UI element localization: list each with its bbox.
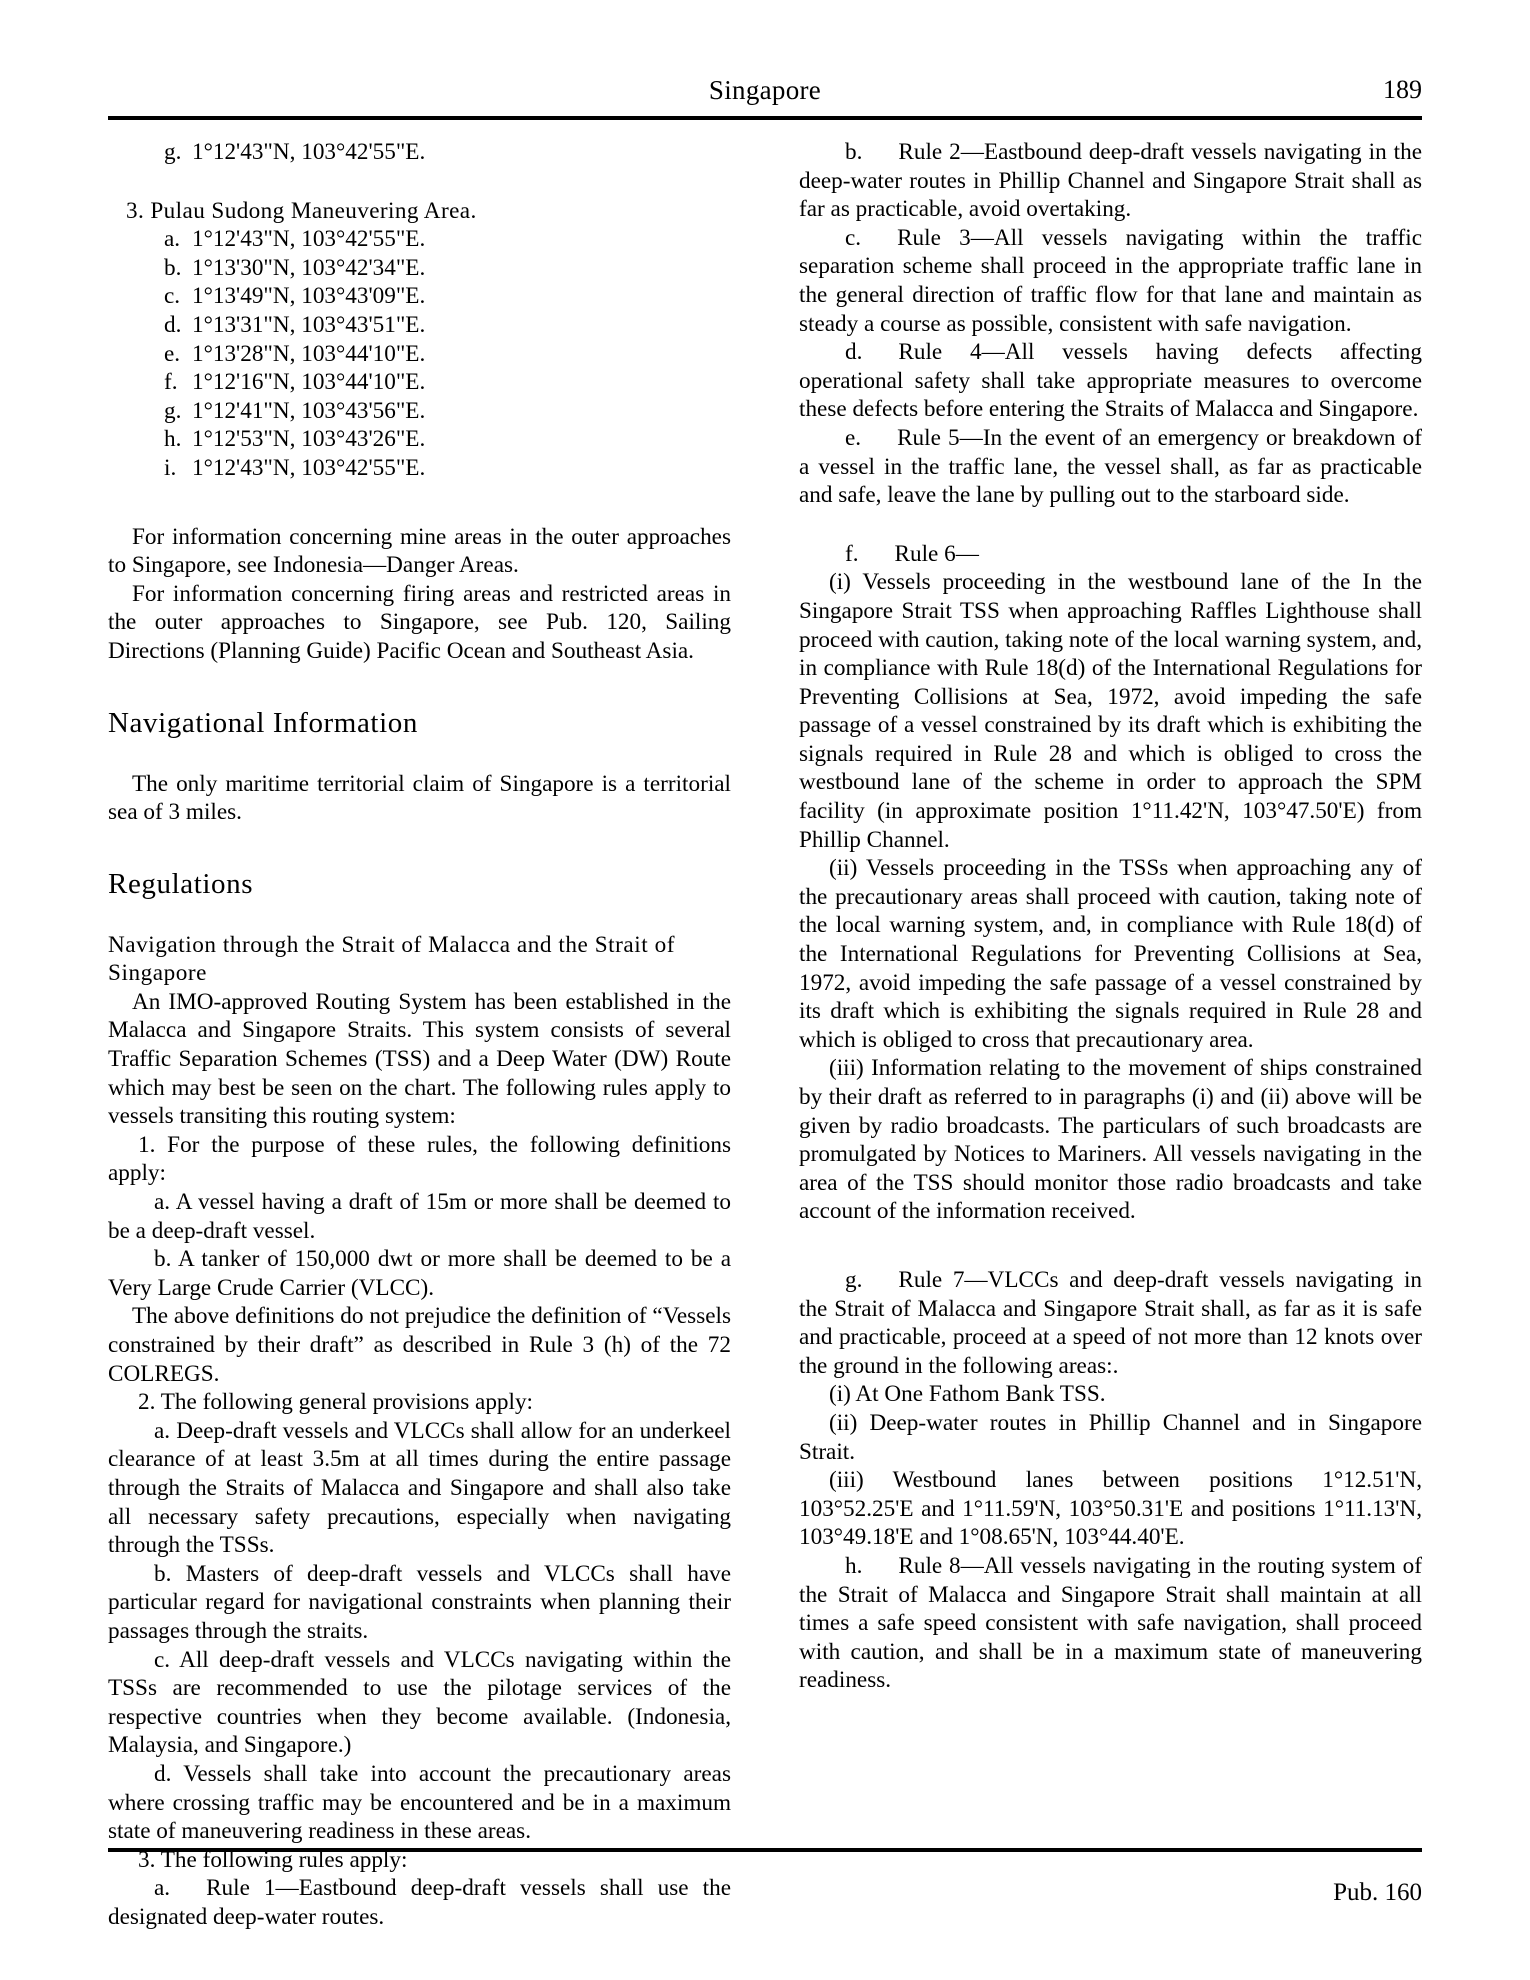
coord-line	[108, 225, 731, 254]
left-column	[108, 138, 731, 1931]
spacer	[108, 827, 731, 867]
rule-8-text: Rule 8—All vessels navigating in the routing system of the Strait of Malacca and Singapore Strait shall maintain at all times a safe speed consistent with safe navigation, shall proceed with caution, and shall be in a maximum state of maneuvering readiness.	[799, 1552, 1422, 1694]
coord-line	[108, 340, 731, 369]
publication-label: Pub. 160	[1333, 1879, 1422, 1906]
rule-3-intro: 3. The following rules apply:	[138, 1846, 408, 1873]
rule-6-item-iii: (iii) Information relating to the movement of ships constrained by their draft as referred to in paragraphs (i) and (ii) above will be given by radio broadcasts. The particulars of such broadcasts are promulgated by Notices to Mariners. All vessels navigating in the area of the TSS should monitor those radio broadcasts and take account of the information received.	[799, 1055, 1422, 1225]
coord-value: 1°13'30"N, 103°42'34"E.	[192, 254, 426, 281]
body-columns	[108, 138, 1422, 1931]
coord-value: 1°12'43"N, 103°42'55"E.	[192, 454, 426, 481]
rule-6-item-ii: (ii) Vessels proceeding in the TSSs when approaching any of the precautionary areas shall proceed with caution, taking note of the local warning system, and, in compliance with Rule 18(d) of the International Regulations for Preventing Collisions at Sea, 1972, avoid impeding the safe passage of a vessel constrained by its draft which is exhibiting the signals required in Rule 28 and which is obliged to cross that precautionary area.	[799, 855, 1422, 1053]
coord-label: e.	[164, 340, 181, 367]
rule-2-intro: 2. The following general provisions apply:	[138, 1389, 533, 1416]
rule-7-item-ii: (ii) Deep-water routes in Phillip Channel and in Singapore Strait.	[799, 1409, 1422, 1465]
provision-d: d. Vessels shall take into account the precautionary areas where crossing traffic may be encountered and be in a maximum state of maneuvering readiness in these areas.	[108, 1760, 731, 1845]
coord-line	[108, 311, 731, 340]
spacer	[108, 901, 731, 931]
rule-5-text: Rule 5—In the event of an emergency or breakdown of a vessel in the traffic lane, the vessel shall, as far as practicable and safe, leave the lane by pulling out to the starboard side.	[799, 424, 1422, 509]
rule-3-paragraph	[799, 224, 1422, 338]
rule-7-label: g.	[845, 1266, 863, 1293]
running-head	[108, 74, 1422, 108]
mine-areas-paragraph: For information concerning mine areas in the outer approaches to Singapore, see Indonesia—Danger Areas.	[108, 523, 731, 579]
coord-line	[108, 397, 731, 426]
coord-line	[108, 282, 731, 311]
coord-label: i.	[164, 454, 177, 481]
provision-b: b. Masters of deep-draft vessels and VLCCs shall have particular regard for navigational constraints when planning their passages through the straits.	[108, 1560, 731, 1644]
rule-7-item-i: (i) At One Fathom Bank TSS.	[829, 1381, 1106, 1408]
rule-3-text: Rule 3—All vessels navigating within the traffic separation scheme shall proceed in the appropriate traffic lane in the general direction of traffic flow for that lane and maintain as steady a course as possible, consistent with safe navigation.	[799, 224, 1422, 337]
footer-divider	[108, 1848, 1422, 1852]
rule-4-text: Rule 4—All vessels having defects affecting operational safety shall take appropriate measures to overcome these defects before entering the Straits of Malacca and Singapore.	[799, 339, 1422, 423]
rule-7-item-iii: (iii) Westbound lanes between positions 1°12.51'N, 103°52.25'E and 1°11.59'N, 103°50.31'E and positions 1°11.13'N, 103°49.18'E and 1°08.65'N, 103°44.40'E.	[799, 1467, 1422, 1551]
coord-label: a.	[164, 226, 181, 253]
coord-value: 1°13'31"N, 103°43'51"E.	[192, 311, 426, 338]
coord-value: 1°12'41"N, 103°43'56"E.	[192, 397, 426, 424]
page-title: Singapore	[708, 75, 822, 105]
heading-navigational-information: Navigational Information	[108, 706, 418, 739]
spacer	[108, 167, 731, 197]
definition-a: a. A vessel having a draft of 15m or more shall be deemed to be a deep-draft vessel.	[108, 1189, 731, 1244]
rule-6-paragraph	[799, 540, 1422, 569]
header-divider	[108, 116, 1422, 120]
coord-value: 1°13'28"N, 103°44'10"E.	[192, 340, 426, 367]
rule-7-paragraph	[799, 1266, 1422, 1380]
coord-label: f.	[164, 369, 178, 396]
definition-b: b. A tanker of 150,000 dwt or more shall be deemed to be a Very Large Crude Carrier (VLCC).	[108, 1246, 731, 1301]
coord-value: 1°12'43"N, 103°42'55"E.	[192, 139, 426, 165]
coord-label: b.	[164, 254, 182, 281]
rule-1-intro: 1. For the purpose of these rules, the following definitions apply:	[108, 1131, 731, 1187]
right-column	[799, 138, 1422, 1931]
coord-value: 1°12'53"N, 103°43'26"E.	[192, 426, 426, 453]
rule-6-item-i: (i) Vessels proceeding in the westbound lane of the In the Singapore Strait TSS when approaching Raffles Lighthouse shall proceed with caution, taking note of the local warning system, and, in compliance with Rule 18(d) of the International Regulations for Preventing Collisions at Sea, 1972, avoid impeding the safe passage of a vessel constrained by its draft which is exhibiting the signals required in Rule 28 and which is obliged to cross the westbound lane of the scheme in order to approach the SPM facility (in approximate position 1°11.42'N, 103°47.50'E) from Phillip Channel.	[799, 569, 1422, 853]
spacer	[799, 1226, 1422, 1266]
rule-2-paragraph	[799, 138, 1422, 224]
rule-4-paragraph	[799, 338, 1422, 424]
rule-1-text: Rule 1—Eastbound deep-draft vessels shall use the designated deep-water routes.	[108, 1875, 731, 1930]
spacer	[108, 666, 731, 706]
territorial-claim-paragraph: The only maritime territorial claim of Singapore is a territorial sea of 3 miles.	[108, 770, 731, 826]
coord-line	[108, 138, 731, 167]
rule-1-paragraph	[108, 1874, 731, 1931]
rule-5-paragraph	[799, 424, 1422, 510]
coord-line	[108, 425, 731, 454]
coord-label: g.	[164, 397, 182, 424]
rule-6-text: Rule 6—	[894, 540, 979, 567]
definition-note: The above definitions do not prejudice the definition of “Vessels constrained by their draft” as described in Rule 3 (h) of the 72 COLREGS.	[108, 1303, 731, 1387]
spacer	[108, 483, 731, 523]
rule-6-label: f.	[845, 540, 859, 567]
coord-value: 1°12'43"N, 103°42'55"E.	[192, 226, 426, 253]
coord-line	[108, 368, 731, 397]
coord-line	[108, 254, 731, 283]
page-number: 189	[1383, 75, 1422, 104]
coord-value: 1°12'16"N, 103°44'10"E.	[192, 369, 426, 396]
provision-c: c. All deep-draft vessels and VLCCs navigating within the TSSs are recommended to use the pilotage services of the respective countries when they become available. (Indonesia, Malaysia, and Singapore.)	[108, 1646, 731, 1759]
sudong-heading: 3. Pulau Sudong Maneuvering Area.	[126, 197, 477, 224]
rule-7-text: Rule 7—VLCCs and deep-draft vessels navigating in the Strait of Malacca and Singapore Strait shall, as far as it is safe and practicable, proceed at a speed of not more than 12 knots over the ground in the following areas:.	[799, 1266, 1422, 1379]
coord-label: c.	[164, 283, 181, 310]
rule-8-paragraph	[799, 1552, 1422, 1695]
rule-5-label: e.	[845, 424, 862, 451]
spacer	[108, 740, 731, 770]
rule-8-label: h.	[845, 1552, 863, 1579]
imo-routing-paragraph: An IMO-approved Routing System has been established in the Malacca and Singapore Straits. This system consists of several Traffic Separation Schemes (TSS) and a Deep Water (DW) Route which may best be seen on the chart. The following rules apply to vessels transiting this routing system:	[108, 988, 731, 1130]
spacer	[799, 510, 1422, 540]
rule-2-label: b.	[845, 139, 863, 165]
coord-label: d.	[164, 311, 182, 338]
coord-label: h.	[164, 426, 182, 453]
rule-4-label: d.	[845, 339, 863, 366]
coord-label: g.	[164, 139, 182, 165]
subheading-navigation-straits: Navigation through the Strait of Malacca and the Strait of Singapore	[108, 931, 675, 987]
firing-areas-paragraph: For information concerning firing areas and restricted areas in the outer approaches to Singapore, see Pub. 120, Sailing Directions (Planning Guide) Pacific Ocean and Southeast Asia.	[108, 580, 731, 664]
rule-1-label: a.	[154, 1875, 171, 1902]
heading-regulations: Regulations	[108, 867, 254, 900]
coord-line	[108, 454, 731, 483]
rule-3-label: c.	[845, 224, 862, 251]
provision-a: a. Deep-draft vessels and VLCCs shall allow for an underkeel clearance of at least 3.5m at all times during the entire passage through the Straits of Malacca and Singapore and shall also take all necessary safety precautions, especially when navigating through the TSSs.	[108, 1417, 731, 1559]
coord-value: 1°13'49"N, 103°43'09"E.	[192, 283, 426, 310]
rule-2-text: Rule 2—Eastbound deep-draft vessels navigating in the deep-water routes in Phillip Channel and Singapore Strait shall as far as practicable, avoid overtaking.	[799, 139, 1422, 223]
